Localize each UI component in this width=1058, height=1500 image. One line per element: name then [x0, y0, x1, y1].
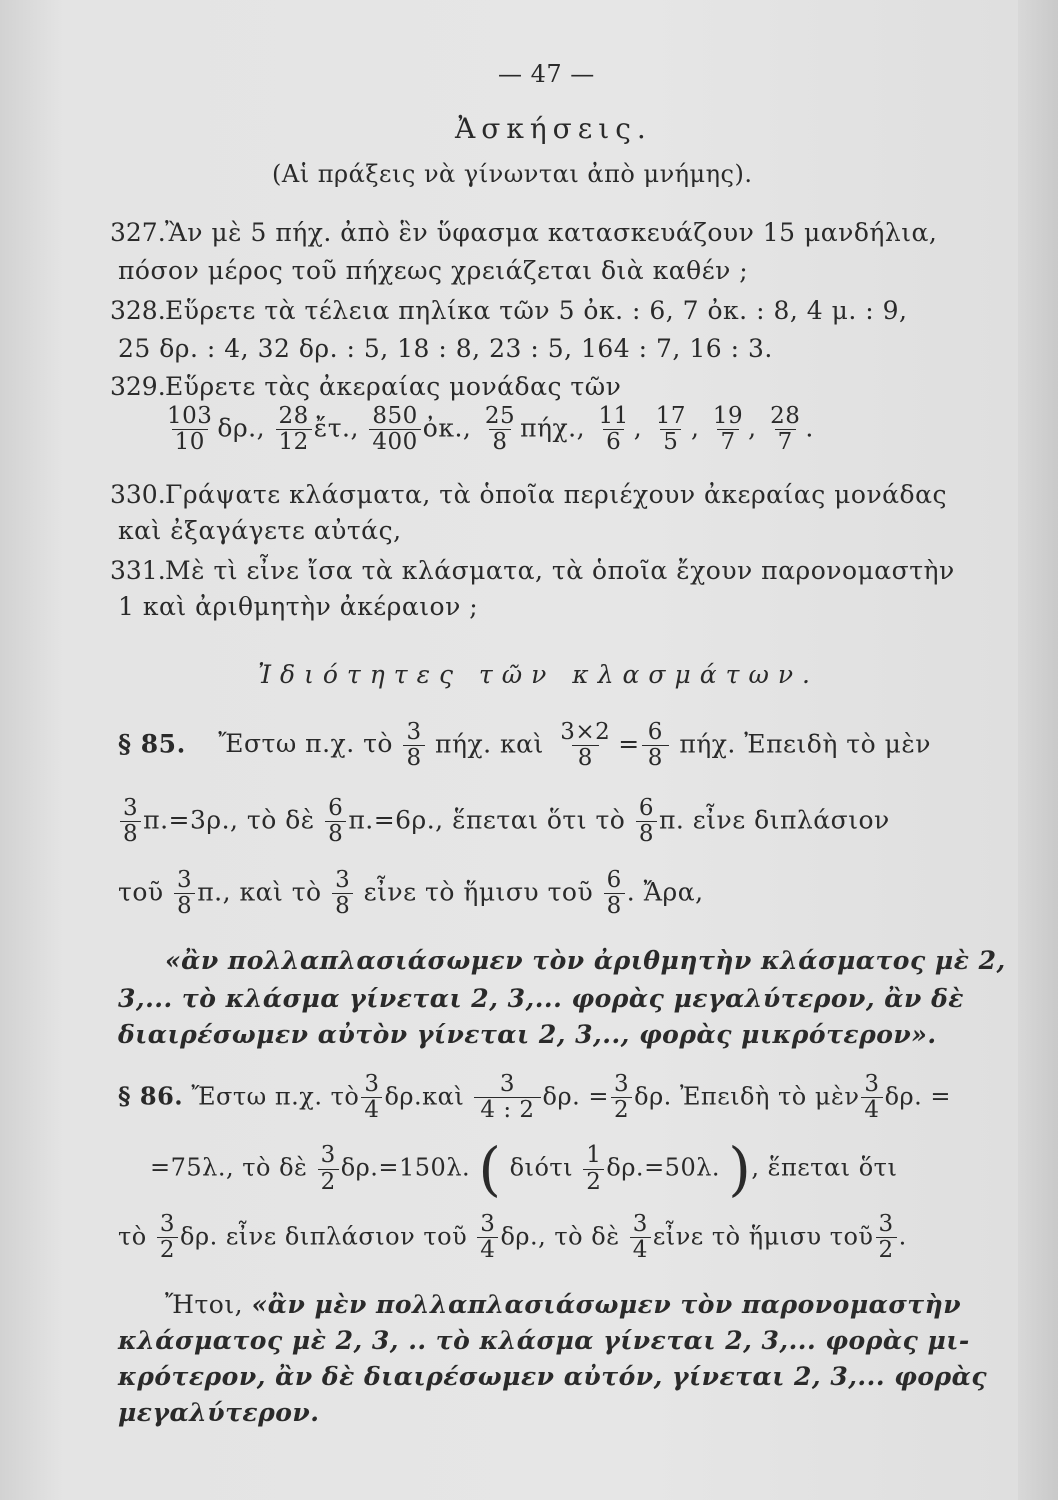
exercise-text: καὶ ἐξαγάγετε αὐτάς, [118, 516, 402, 545]
rule-text: κλάσματος μὲ 2, 3, .. τὸ κλάσμα γίνεται 2, 3,... φορὰς μι- [118, 1326, 970, 1355]
exercises-subheading: (Αἱ πράξεις νὰ γίνωνται ἀπὸ μνήμης). [272, 160, 753, 188]
exercise-text: πόσον μέρος τοῦ πήχεως χρειάζεται διὰ καθέν ; [118, 256, 749, 285]
exercise-text: 25 δρ. : 4, 32 δρ. : 5, 18 : 8, 23 : 5, 164 : 7, 16 : 3. [118, 334, 773, 363]
rule-text: διαιρέσωμεν αὐτὸν γίνεται 2, 3,.., φορὰς μικρότερον». [118, 1020, 937, 1049]
exercise-number: 330. [110, 480, 166, 509]
fraction: $\frac{6}{8}$ [325, 796, 346, 848]
rule-text: «ἂν πολλαπλασιάσωμεν τὸν ἀριθμητὴν κλάσματος μὲ 2, [165, 946, 1006, 975]
exercise-text: Γράψατε κλάσματα, τὰ ὁποῖα περιέχουν ἀκεραίας μονάδας [165, 480, 947, 509]
fraction: $\frac{3}{2}$ [611, 1072, 632, 1124]
fraction: $\frac{3}{4}$ [630, 1212, 651, 1264]
section-label: § 85. [118, 729, 186, 759]
s85-line-2: $\frac{3}{8}$ π.=3ρ., τὸ δὲ $\frac{6}{8}$ π.=6ρ., ἕπεται ὅτι τὸ $\frac{6}{8}$ π. εἶνε διπλάσιον [118, 796, 890, 848]
rule-text: «ἂν μὲν πολλαπλασιάσωμεν τὸν παρονομαστὴν [251, 1290, 962, 1319]
exercise-text: 1 καὶ ἀριθμητὴν ἀκέραιον ; [118, 592, 479, 621]
fraction: $\frac{3\times 2}{8}$ [560, 719, 611, 772]
fraction: $\frac{6}{8}$ [642, 720, 669, 772]
fraction: $\frac{103}{10}$ [167, 403, 213, 456]
exercise-text: Μὲ τὶ εἶνε ἴσα τὰ κλάσματα, τὰ ὁποῖα ἔχουν παρονομαστὴν [165, 556, 955, 585]
fraction: $\frac{850}{400}$ [369, 404, 420, 456]
s86-line-1: § 86. Ἔστω π.χ. τὸ $\frac{3}{4}$ δρ.καὶ $\frac{3}{4 : 2}$ δρ. = $\frac{3}{2}$ δρ. Ἐπειδὴ τὸ μὲν $\frac{3}{4}$ δρ. = [118, 1071, 951, 1124]
fraction: $\frac{6}{8}$ [636, 796, 657, 848]
fraction: $\frac{17}{5}$ [655, 403, 686, 456]
fraction: $\frac{3}{2}$ [318, 1143, 339, 1195]
exercise-number: 327. [110, 218, 166, 247]
fraction: $\frac{3}{4}$ [477, 1212, 498, 1264]
s85-line-1: § 85. Ἔστω π.χ. τὸ $\frac{3}{8}$ πήχ. καὶ $\frac{3\times 2}{8}$ = $\frac{6}{8}$ πήχ. Ἐπειδὴ τὸ μὲν [118, 719, 931, 772]
s86-line-2: =75λ., τὸ δὲ $\frac{3}{2}$ δρ.=150λ. ( διότι $\frac{1}{2}$ δρ.=50λ. ), ἕπεται ὅτι [150, 1135, 898, 1203]
exercise-text: Ἂν μὲ 5 πήχ. ἀπὸ ἓν ὕφασμα κατασκευάζουν 15 μανδήλια, [165, 218, 938, 247]
fraction: $\frac{3}{2}$ [876, 1212, 897, 1264]
exercise-text: Εὕρετε τὰς ἀκεραίας μονάδας τῶν [165, 372, 622, 401]
fraction: $\frac{3}{2}$ [157, 1212, 178, 1264]
fraction-list: $\frac{103}{10}$ δρ., $\frac{28}{12}$ ἔτ., $\frac{850}{400}$ ὀκ., $\frac{25}{8}$ πήχ., $\frac{11}{6}$ , $\frac{17}{5}$ , $\frac{19}{7}$ , $\frac{28}{7}$ . [162, 404, 814, 456]
rule-text: κρότερον, ἂν δὲ διαιρέσωμεν αὐτόν, γίνεται 2, 3,... φορὰς [118, 1362, 988, 1391]
section-label: § 86. [118, 1081, 184, 1111]
s85-line-3: τοῦ $\frac{3}{8}$ π., καὶ τὸ $\frac{3}{8}$ εἶνε τὸ ἥμισυ τοῦ $\frac{6}{8}$ . Ἄρα, [118, 867, 704, 920]
s86-line-3: τὸ $\frac{3}{2}$ δρ. εἶνε διπλάσιον τοῦ $\frac{3}{4}$ δρ., τὸ δὲ $\frac{3}{4}$ εἶνε τὸ ἥμισυ τοῦ $\frac{3}{2}$ . [118, 1211, 907, 1264]
exercises-heading: Ἀσκήσεις. [455, 112, 652, 145]
fraction: $\frac{3}{8}$ [174, 868, 195, 920]
fraction: $\frac{19}{7}$ [712, 403, 744, 456]
fraction: $\frac{3}{8}$ [332, 868, 353, 920]
section-title: Ἰδιότητες τῶν κλασμάτων. [258, 660, 819, 689]
fraction: $\frac{3}{8}$ [120, 796, 141, 848]
fraction: $\frac{28}{7}$ [770, 403, 801, 456]
fraction: $\frac{6}{8}$ [604, 868, 625, 920]
page-edge [1018, 0, 1058, 1500]
fraction: $\frac{3}{4}$ [861, 1072, 882, 1124]
fraction: $\frac{25}{8}$ [484, 403, 516, 456]
page-number: — 47 — [498, 60, 595, 88]
fraction: $\frac{1}{2}$ [583, 1143, 604, 1195]
exercise-number: 328. [110, 296, 166, 325]
exercise-number: 329. [110, 372, 166, 401]
s86-rule-line-1: Ἤτοι, «ἂν μὲν πολλαπλασιάσωμεν τὸν παρονομαστὴν [165, 1290, 962, 1319]
exercise-text: Εὕρετε τὰ τέλεια πηλίκα τῶν 5 ὀκ. : 6, 7 ὀκ. : 8, 4 μ. : 9, [165, 296, 908, 325]
fraction: $\frac{11}{6}$ [598, 403, 629, 456]
rule-text: μεγαλύτερον. [118, 1398, 320, 1427]
exercise-number: 331. [110, 556, 166, 585]
fraction: $\frac{28}{12}$ [276, 404, 312, 456]
fraction: $\frac{3}{4 : 2}$ [474, 1072, 540, 1124]
fraction: $\frac{3}{4}$ [361, 1072, 382, 1124]
fraction: $\frac{3}{8}$ [403, 720, 424, 772]
rule-text: 3,... τὸ κλάσμα γίνεται 2, 3,... φορὰς μεγαλύτερον, ἂν δὲ [118, 984, 964, 1013]
